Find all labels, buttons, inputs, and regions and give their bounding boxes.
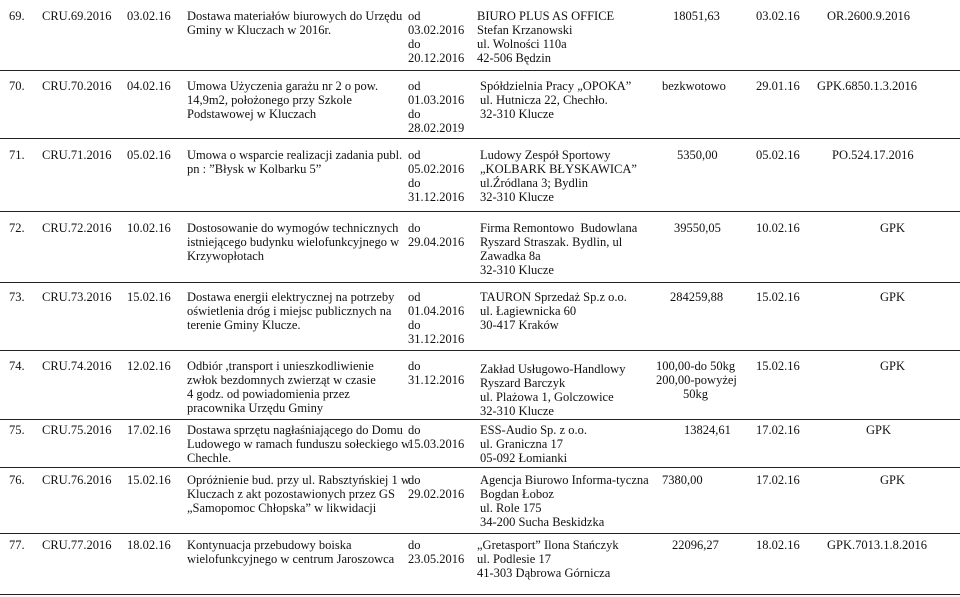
file-reference: OR.2600.9.2016 [827,9,910,23]
amount: 100,00-do 50kg [656,359,736,373]
subject-line: terenie Gminy Klucze. [187,318,301,332]
register-id: CRU.74.2016 [42,359,112,373]
period-line: do [408,473,421,487]
row-number: 71. [9,148,25,162]
amount: 39550,05 [674,221,721,235]
subject-line: Kontynuacja przebudowy boiska [187,538,352,552]
amount: 18051,63 [673,9,720,23]
subject-line: Opróżnienie bud. przy ul. Rabsztyńskiej 1 w [187,473,410,487]
contractor-line: ul. Plażowa 1, Golczowice [480,390,614,404]
file-reference: GPK.6850.1.3.2016 [817,79,918,93]
file-reference: PO.524.17.2016 [832,148,914,162]
contractor-line: ul. Hutnicza 22, Chechło. [480,93,608,107]
period-line: do [408,221,421,235]
subject-line: Dostosowanie do wymogów technicznych [187,221,399,235]
subject-line: istniejącego budynku wielofunkcyjnego w [187,235,400,249]
amount: 50kg [683,387,708,401]
register-id: CRU.76.2016 [42,473,112,487]
contractor-line: Bogdan Łoboz [480,487,554,501]
contractor-line: Stefan Krzanowski [477,23,573,37]
file-reference: GPK [880,359,906,373]
period-line: od [408,79,421,93]
contractor-line: „Gretasport” Ilona Stańczyk [477,538,619,552]
period-line: 03.02.2016 [408,23,465,37]
period-line: do [408,176,421,190]
amount-date: 17.02.16 [756,423,800,437]
contractor-line: TAURON Sprzedaż Sp.z o.o. [480,290,627,304]
amount-date: 15.02.16 [756,359,800,373]
contractor-line: 05-092 Łomianki [480,451,568,465]
subject-line: Ludowego w ramach funduszu sołeckiego w [187,437,411,451]
period-line: do [408,538,421,552]
file-reference: GPK [880,290,906,304]
period-line: 05.02.2016 [408,162,465,176]
subject-line: 4 godz. od powiadomienia przez [187,387,350,401]
period-line: 29.04.2016 [408,235,465,249]
contractor-line: 32-310 Klucze [480,404,554,418]
contract-date: 04.02.16 [127,79,171,93]
period-line: do [408,423,421,437]
subject-line: oświetlenia dróg i miejsc publicznych na [187,304,392,318]
register-id: CRU.73.2016 [42,290,112,304]
contract-date: 12.02.16 [127,359,171,373]
register-id: CRU.69.2016 [42,9,112,23]
file-reference: GPK [866,423,892,437]
contractor-line: ul. Wolności 110a [477,37,567,51]
period-line: 01.03.2016 [408,93,465,107]
period-line: do [408,107,421,121]
amount: 7380,00 [662,473,703,487]
contractor-line: Ludowy Zespół Sportowy [480,148,611,162]
contractor-line: Zakład Usługowo-Handlowy [480,362,626,376]
contractor-line: ul.Źródlana 3; Bydlin [480,176,588,190]
amount: 22096,27 [672,538,719,552]
contractor-line: Ryszard Straszak. Bydlin, ul [480,235,623,249]
row-divider [0,594,960,595]
contract-date: 10.02.16 [127,221,171,235]
subject-line: zwłok bezdomnych zwierząt w czasie [187,373,376,387]
amount-date: 15.02.16 [756,290,800,304]
period-line: 20.12.2016 [408,51,465,65]
row-divider [0,211,960,212]
amount: bezkwotowo [662,79,726,93]
subject-line: „Samopomoc Chłopska” w likwidacji [187,501,377,515]
contract-date: 18.02.16 [127,538,171,552]
row-divider [0,70,960,71]
subject-line: Kluczach z akt pozostawionych przez GS [187,487,395,501]
subject-line: Dostawa energii elektrycznej na potrzeby [187,290,395,304]
contractor-line: Ryszard Barczyk [480,376,566,390]
row-number: 70. [9,79,25,93]
amount-date: 17.02.16 [756,473,800,487]
subject-line: Gminy w Kluczach w 2016r. [187,23,332,37]
subject-line: Odbiór ,transport i unieszkodliwienie [187,359,374,373]
row-number: 72. [9,221,25,235]
file-reference: GPK [880,221,906,235]
register-id: CRU.71.2016 [42,148,112,162]
register-id: CRU.77.2016 [42,538,112,552]
period-line: od [408,9,421,23]
period-line: od [408,290,421,304]
period-line: 28.02.2019 [408,121,465,135]
row-number: 76. [9,473,25,487]
row-number: 74. [9,359,25,373]
subject-line: Umowa o wsparcie realizacji zadania publ. [187,148,403,162]
contract-date: 05.02.16 [127,148,171,162]
amount-date: 10.02.16 [756,221,800,235]
file-reference: GPK.7013.1.8.2016 [827,538,928,552]
amount: 5350,00 [677,148,718,162]
period-line: 31.12.2016 [408,373,465,387]
subject-line: 14,9m2, położonego przy Szkole [187,93,352,107]
contract-date: 03.02.16 [127,9,171,23]
register-id: CRU.72.2016 [42,221,112,235]
subject-line: Dostawa sprzętu nagłaśniającego do Domu [187,423,403,437]
contractor-line: ul. Graniczna 17 [480,437,563,451]
contractor-line: Spółdzielnia Pracy „OPOKA” [480,79,632,93]
register-id: CRU.75.2016 [42,423,112,437]
period-line: 29.02.2016 [408,487,465,501]
contractor-line: 41-303 Dąbrowa Górnicza [477,566,611,580]
contract-date: 17.02.16 [127,423,171,437]
subject-line: pn : ”Błysk w Kolbarku 5” [187,162,322,176]
amount-date: 05.02.16 [756,148,800,162]
subject-line: Podstawowej w Kluczach [187,107,317,121]
contractor-line: ul. Role 175 [480,501,542,515]
row-divider [0,533,960,534]
period-line: 31.12.2016 [408,190,465,204]
row-divider [0,138,960,139]
period-line: od [408,148,421,162]
contractor-line: ESS-Audio Sp. z o.o. [480,423,587,437]
contractor-line: BIURO PLUS AS OFFICE [477,9,615,23]
contractor-line: 34-200 Sucha Beskidzka [480,515,605,529]
period-line: 01.04.2016 [408,304,465,318]
row-divider [0,467,960,468]
contractor-line: 32-310 Klucze [480,263,554,277]
row-divider [0,282,960,283]
contractor-line: Zawadka 8a [480,249,541,263]
row-number: 77. [9,538,25,552]
file-reference: GPK [880,473,906,487]
row-number: 75. [9,423,25,437]
period-line: 23.05.2016 [408,552,465,566]
subject-line: Krzywopłotach [187,249,265,263]
contractor-line: Agencja Biurowo Informa-tyczna [480,473,649,487]
contractor-line: 32-310 Klucze [480,190,554,204]
row-divider [0,350,960,351]
register-id: CRU.70.2016 [42,79,112,93]
row-number: 73. [9,290,25,304]
subject-line: pracownika Urzędu Gminy [187,401,324,415]
period-line: do [408,359,421,373]
period-line: do [408,37,421,51]
contract-date: 15.02.16 [127,290,171,304]
period-line: 31.12.2016 [408,332,465,346]
row-divider [0,419,960,420]
subject-line: Umowa Użyczenia garażu nr 2 o pow. [187,79,379,93]
contractor-line: „KOLBARK BŁYSKAWICA” [480,162,637,176]
contractor-line: ul. Łagiewnicka 60 [480,304,577,318]
amount: 13824,61 [684,423,731,437]
row-number: 69. [9,9,25,23]
amount-date: 18.02.16 [756,538,800,552]
subject-line: wielofunkcyjnego w centrum Jaroszowca [187,552,395,566]
contractor-line: 32-310 Klucze [480,107,554,121]
amount-date: 29.01.16 [756,79,800,93]
subject-line: Chechle. [187,451,232,465]
amount: 284259,88 [670,290,724,304]
contractor-line: 42-506 Będzin [477,51,551,65]
amount: 200,00-powyżej [656,373,737,387]
contract-date: 15.02.16 [127,473,171,487]
period-line: 15.03.2016 [408,437,465,451]
contractor-line: 30-417 Kraków [480,318,559,332]
subject-line: Dostawa materiałów biurowych do Urzędu [187,9,403,23]
amount-date: 03.02.16 [756,9,800,23]
period-line: do [408,318,421,332]
contractor-line: ul. Podlesie 17 [477,552,551,566]
contractor-line: Firma Remontowo Budowlana [480,221,638,235]
